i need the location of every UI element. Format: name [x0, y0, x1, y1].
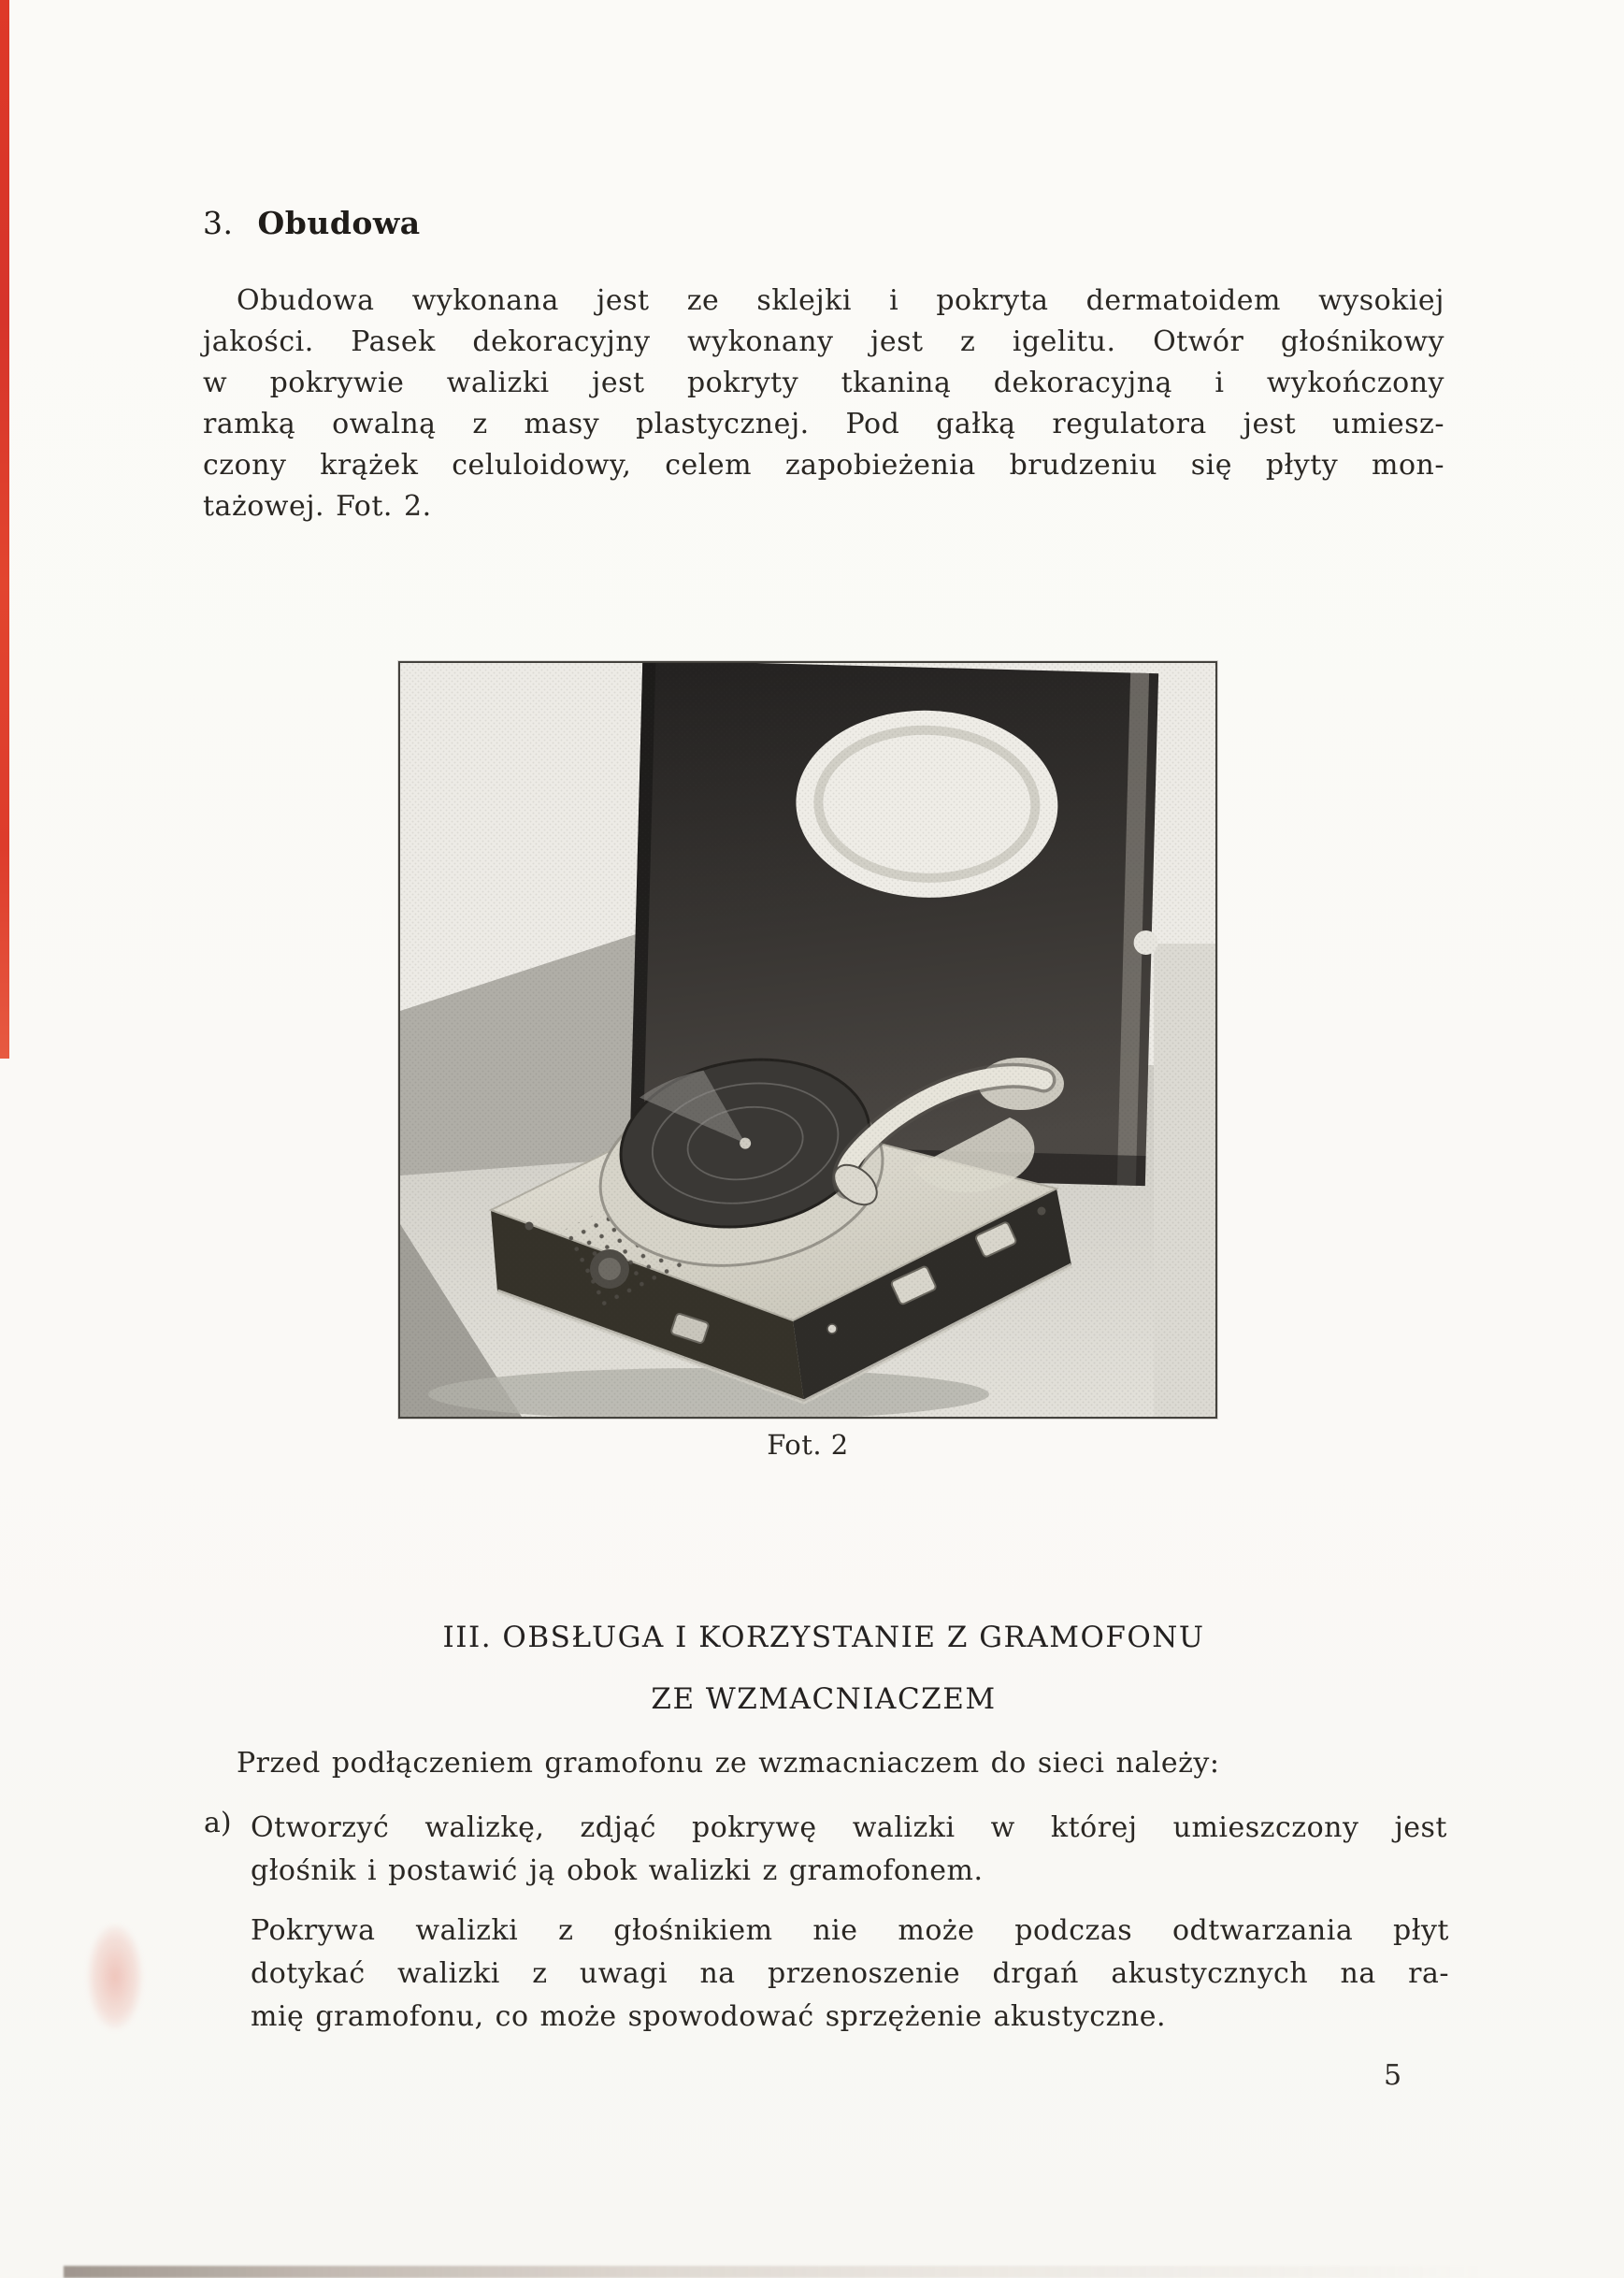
chapter-title-line2: ZE WZMACNIACZEM — [651, 1682, 997, 1716]
list-item-a-label: a) — [204, 1807, 232, 1839]
section-heading-number: 3. — [203, 205, 234, 241]
page-number: 5 — [1384, 2059, 1402, 2092]
body-paragraph-obudowa — [203, 281, 1444, 527]
paragraph-line: mię gramofonu, co może spowodować sprzężenie akustyczne. — [251, 2000, 1166, 2033]
pink-ink-smudge — [88, 1925, 142, 2029]
paragraph-line: w pokrywie walizki jest pokryty tkaniną dekoracyjną i wykończony — [203, 367, 1444, 399]
section-heading — [203, 205, 1444, 242]
paragraph-line: Przed podłączeniem gramofonu ze wzmacniaczem do sieci należy: — [237, 1747, 1220, 1780]
paragraph-line: dotykać walizki z uwagi na przenoszenie drgań akustycznych na ra- — [251, 1957, 1449, 1990]
section-heading-word: Obudowa — [257, 205, 421, 241]
paragraph-line: jakości. Pasek dekoracyjny wykonany jest z igelitu. Otwór głośnikowy — [203, 325, 1444, 358]
body-paragraph-pokrywa — [251, 1910, 1449, 2039]
record-player-photo-illustration — [400, 663, 1215, 1417]
list-item-a-text — [251, 1807, 1447, 1893]
paragraph-line: głośnik i postawić ją obok walizki z gramofonem. — [251, 1854, 984, 1887]
paragraph-line: tażowej. Fot. 2. — [203, 490, 432, 523]
paragraph-line: Pokrywa walizki z głośnikiem nie może podczas odtwarzania płyt — [251, 1914, 1449, 1947]
red-page-edge-stripe — [0, 0, 9, 1059]
figure-photo — [400, 663, 1215, 1417]
bottom-scan-smudge — [64, 2266, 1485, 2278]
paragraph-line: czony krążek celuloidowy, celem zapobieżenia brudzeniu się płyty mon- — [203, 449, 1444, 482]
figure-caption: Fot. 2 — [767, 1429, 849, 1461]
chapter-intro — [203, 1743, 1444, 1784]
paragraph-line: ramką owalną z masy plastycznej. Pod gałką regulatora jest umiesz- — [203, 408, 1444, 440]
chapter-title-line1: III. OBSŁUGA I KORZYSTANIE Z GRAMOFONU — [442, 1621, 1205, 1654]
paragraph-line: Obudowa wykonana jest ze sklejki i pokryta dermatoidem wysokiej — [237, 284, 1444, 317]
paragraph-line: Otworzyć walizkę, zdjąć pokrywę walizki w której umieszczony jest — [251, 1811, 1447, 1844]
